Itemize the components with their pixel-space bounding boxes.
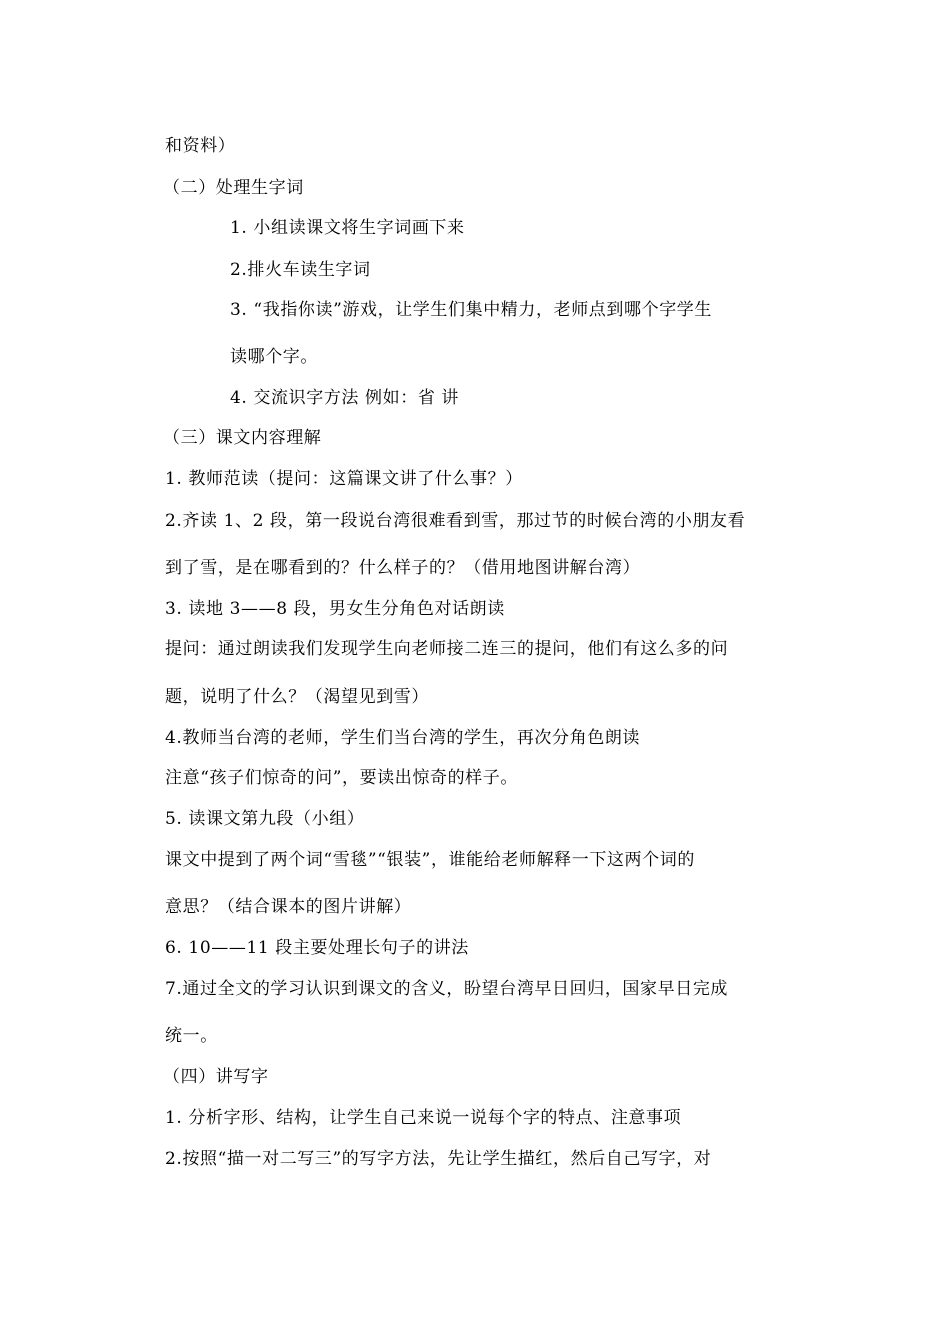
list-item: 1. 分析字形、结构，让学生自己来说一说每个字的特点、注意事项 [165, 1108, 682, 1128]
section-heading-2: （二）处理生字词 [163, 178, 304, 198]
text-line-continuation: 题，说明了什么？（渴望见到雪） [165, 687, 429, 707]
list-item: 2.排火车读生字词 [230, 260, 371, 280]
list-item: 4. 交流识字方法 例如：省 讲 [230, 388, 460, 408]
list-item: 1. 教师范读（提问：这篇课文讲了什么事？） [165, 469, 523, 489]
list-item: 6. 10——11 段主要处理长句子的讲法 [165, 938, 469, 958]
paragraph-line: 课文中提到了两个词“雪毯”“银装”，谁能给老师解释一下这两个词的 [165, 850, 695, 870]
paragraph-line: 注意“孩子们惊奇的问”，要读出惊奇的样子。 [165, 768, 518, 788]
list-item: 4.教师当台湾的老师，学生们当台湾的学生，再次分角色朗读 [165, 728, 641, 748]
text-line-continuation: 和资料） [165, 136, 236, 156]
paragraph-line: 提问：通过朗读我们发现学生向老师接二连三的提问，他们有这么多的问 [165, 639, 729, 659]
section-heading-3: （三）课文内容理解 [163, 428, 322, 448]
section-heading-4: （四）讲写字 [163, 1067, 269, 1087]
text-line-continuation: 统一。 [165, 1026, 218, 1046]
text-line-continuation: 意思？（结合课本的图片讲解） [165, 897, 412, 917]
list-item: 7.通过全文的学习认识到课文的含义，盼望台湾早日回归，国家早日完成 [165, 979, 729, 999]
list-item: 5. 读课文第九段（小组） [165, 809, 365, 829]
list-item: 2.按照“描一对二写三”的写字方法，先让学生描红，然后自己写字，对 [165, 1149, 712, 1169]
list-item: 3. “我指你读”游戏，让学生们集中精力，老师点到哪个字学生 [230, 300, 713, 320]
list-item: 2.齐读 1、2 段，第一段说台湾很难看到雪，那过节的时候台湾的小朋友看 [165, 511, 746, 531]
text-line-continuation: 到了雪，是在哪看到的？什么样子的？（借用地图讲解台湾） [165, 558, 641, 578]
list-item: 3. 读地 3——8 段，男女生分角色对话朗读 [165, 599, 505, 619]
list-item-continuation: 读哪个字。 [230, 347, 318, 367]
list-item: 1. 小组读课文将生字词画下来 [230, 218, 465, 238]
